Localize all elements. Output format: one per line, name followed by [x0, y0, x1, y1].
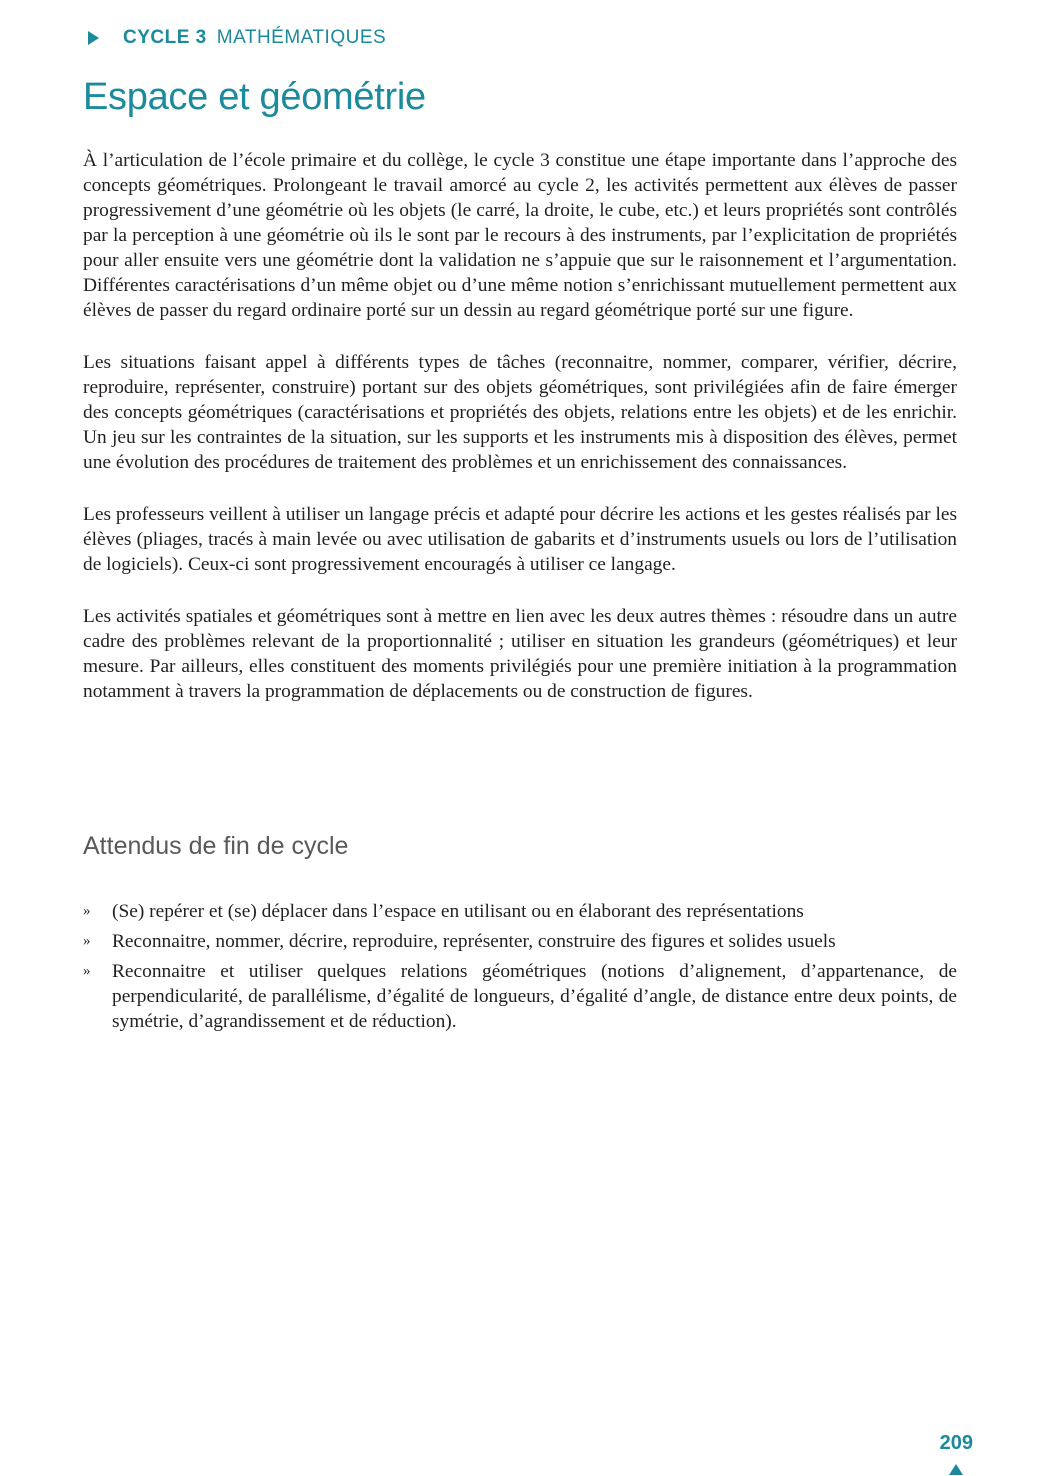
page-number: 209	[939, 1432, 973, 1454]
list-item	[83, 899, 957, 924]
running-header	[88, 26, 386, 50]
expectations-list	[83, 899, 957, 1039]
page-title: Espace et géométrie	[83, 76, 426, 118]
list-item-text: (Se) repérer et (se) déplacer dans l’espace en utilisant ou en élaborant des représentations	[112, 901, 804, 922]
body-text	[83, 148, 957, 731]
triangle-up-icon[interactable]	[949, 1464, 963, 1475]
list-item-text: Reconnaitre et utiliser quelques relations géométriques (notions d’alignement, d’appartenance, de perpendicularité, de parallélisme, d’égalité de longueurs, d’égalité d’angle, de distance entre deux points, de symétrie, d’agrandissement et de réduction).	[112, 961, 957, 1032]
bullet-icon: »	[83, 903, 91, 919]
list-item-text: Reconnaitre, nommer, décrire, reproduire, représenter, construire des figures et solides usuels	[112, 931, 836, 952]
list-item	[83, 959, 957, 1034]
bullet-icon: »	[83, 933, 91, 949]
paragraph: Les activités spatiales et géométriques sont à mettre en lien avec les deux autres thèmes : résoudre dans un autre cadre des problèmes relevant de la proportionnalité ; utiliser en situation les grandeurs (géométriques) et leur mesure. Par ailleurs, elles constituent des moments privilégiés pour une première initiation à la programmation notamment à travers la programmation de déplacements ou de construction de figures.	[83, 606, 957, 702]
list-item	[83, 929, 957, 954]
header-cycle: CYCLE 3	[123, 27, 207, 48]
header-subject: MATHÉMATIQUES	[216, 27, 387, 48]
paragraph: Les professeurs veillent à utiliser un langage précis et adapté pour décrire les actions et les gestes réalisés par les élèves (pliages, tracés à main levée ou avec utilisation de gabarits et d’instruments usuels ou lors de l’utilisation de logiciels). Ceux-ci sont progressivement encouragés à utiliser ce langage.	[83, 504, 957, 575]
section-subtitle: Attendus de fin de cycle	[83, 832, 349, 860]
triangle-right-icon	[88, 31, 99, 45]
paragraph: Les situations faisant appel à différents types de tâches (reconnaitre, nommer, comparer, vérifier, décrire, reproduire, représenter, construire) portant sur des objets géométriques, sont privilégiées afin de faire émerger des concepts géométriques (caractérisations et propriétés des objets, relations entre les objets) et de les enrichir. Un jeu sur les contraintes de la situation, sur les supports et les instruments mis à disposition des élèves, permet une évolution des procédures de traitement des problèmes et un enrichissement des connaissances.	[83, 352, 957, 473]
paragraph: À l’articulation de l’école primaire et du collège, le cycle 3 constitue une étape importante dans l’approche des concepts géométriques. Prolongeant le travail amorcé au cycle 2, les activités permettent aux élèves de passer progressivement d’une géométrie où les objets (le carré, la droite, le cube, etc.) et leurs propriétés sont contrôlés par la perception à une géométrie où ils le sont par le recours à des instruments, par l’explicitation de propriétés pour aller ensuite vers une géométrie dont la validation ne s’appuie que sur le raisonnement et l’argumentation. Différentes caractérisations d’un même objet ou d’une même notion s’enrichissant mutuellement permettent aux élèves de passer du regard ordinaire porté sur un dessin au regard géométrique porté sur une figure.	[83, 150, 957, 321]
bullet-icon: »	[83, 963, 91, 979]
